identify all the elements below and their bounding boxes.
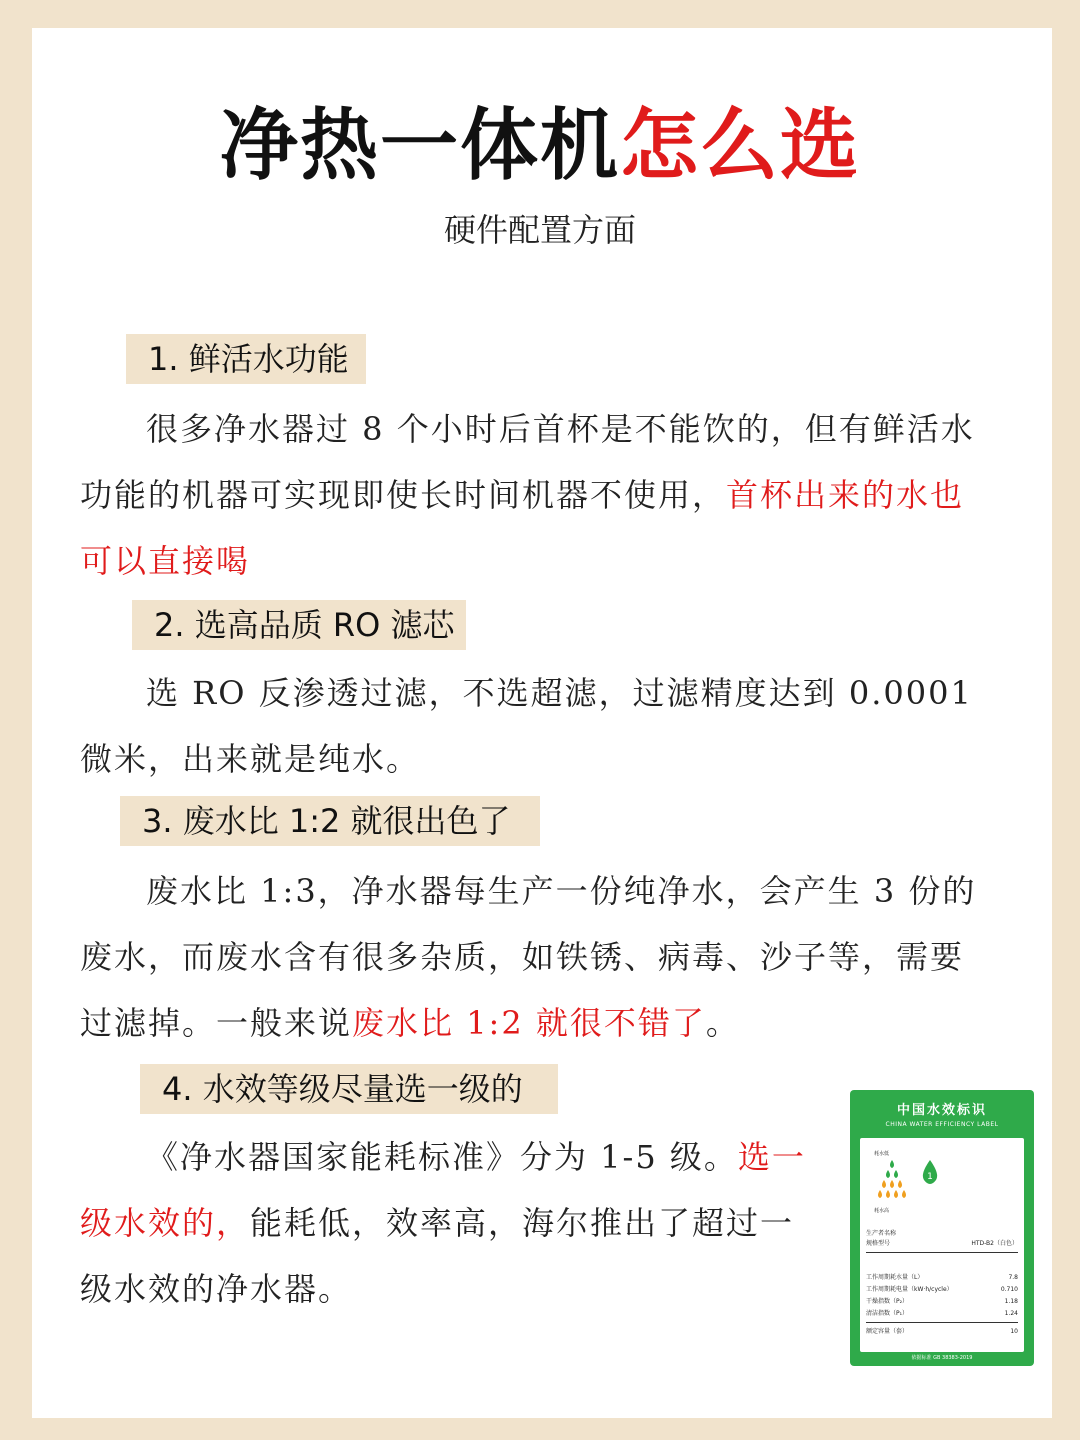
label-value: 1.24 (1004, 1310, 1018, 1317)
label-row-dry (866, 1298, 1018, 1306)
label-key: 规格型号 (866, 1240, 891, 1247)
label-title: 中国水效标识 (896, 1103, 987, 1118)
label-key: 生产者名称 (866, 1230, 897, 1237)
label-panel (860, 1138, 1024, 1352)
section-text-1 (80, 396, 990, 594)
label-row-power (866, 1286, 1018, 1294)
section-highlight-4: 选一级水效的， (80, 1138, 806, 1242)
label-key: 干燥指数（P₂） (866, 1298, 909, 1305)
label-value: 0.710 (1000, 1286, 1018, 1293)
water-efficiency-label (850, 1090, 1034, 1366)
section-body-2: 选 RO 反渗透过滤，不选超滤，过滤精度达到 0.0001 微米，出来就是纯水。 (80, 674, 973, 778)
section-text-2 (80, 660, 990, 792)
grade-drops-green (886, 1160, 898, 1178)
section-highlight-3: 废水比 1:2 就很不错了 (352, 1004, 706, 1042)
grade-badge-icon (920, 1160, 940, 1186)
label-key: 工作周期耗水量（L） (866, 1274, 924, 1281)
label-value: 7.8 (1008, 1274, 1018, 1281)
label-value: 10 (1010, 1328, 1018, 1335)
label-row-maker (866, 1230, 1018, 1238)
section-body-1: 很多净水器过 8 个小时后首杯是不能饮的，但有鲜活水功能的机器可实现即使长时间机器不使用， (80, 410, 975, 514)
section-body-3: 废水比 1:3，净水器每生产一份纯净水，会产生 3 份的废水，而废水含有很多杂质，如铁锈、病毒、沙子等，需要过滤掉。一般来说 (80, 872, 977, 1042)
label-header (850, 1102, 1034, 1130)
title-black: 净热一体机 (219, 101, 620, 191)
section-tail-3: 。 (705, 1004, 740, 1042)
grade-drops-orange (878, 1180, 906, 1198)
section-highlight-1: 首杯出来的水也可以直接喝 (80, 476, 965, 580)
label-key: 工作周期耗电量（kW·h/cycle） (866, 1286, 953, 1293)
section-heading-1: 1. 鲜活水功能 (126, 334, 366, 384)
label-value: HTD-B2（白色） (971, 1240, 1018, 1247)
label-row-capacity (866, 1328, 1018, 1336)
label-row-clean (866, 1310, 1018, 1318)
title-red: 怎么选 (620, 101, 861, 191)
grade-top-label: 耗水低 (874, 1151, 890, 1157)
section-heading-4: 4. 水效等级尽量选一级的 (140, 1064, 558, 1114)
page-title (0, 96, 1080, 196)
label-value: 1.18 (1004, 1298, 1018, 1305)
grade-value: 1 (927, 1172, 933, 1182)
section-heading-2: 2. 选高品质 RO 滤芯 (132, 600, 466, 650)
label-subtitle: CHINA WATER EFFICIENCY LABEL (885, 1121, 999, 1128)
grade-bottom-label: 耗水高 (874, 1208, 890, 1214)
label-divider (866, 1322, 1018, 1323)
section-tail-4: 能耗低，效率高，海尔推出了超过一级水效的净水器。 (80, 1204, 795, 1308)
section-body-4: 《净水器国家能耗标准》分为 1-5 级。 (146, 1138, 738, 1176)
page-subtitle: 硬件配置方面 (443, 211, 636, 249)
label-row-model (866, 1240, 1018, 1248)
grade-drops-icon (870, 1148, 914, 1216)
label-key: 额定容量（套） (866, 1328, 909, 1335)
label-footer: 依据标准 GB 38383-2019 (911, 1355, 973, 1361)
section-text-3 (80, 858, 990, 1056)
label-row-water (866, 1274, 1018, 1282)
label-divider (866, 1252, 1018, 1253)
section-text-4 (80, 1124, 825, 1322)
label-key: 清洁指数（P₁） (866, 1310, 909, 1317)
section-heading-3: 3. 废水比 1:2 就很出色了 (120, 796, 540, 846)
